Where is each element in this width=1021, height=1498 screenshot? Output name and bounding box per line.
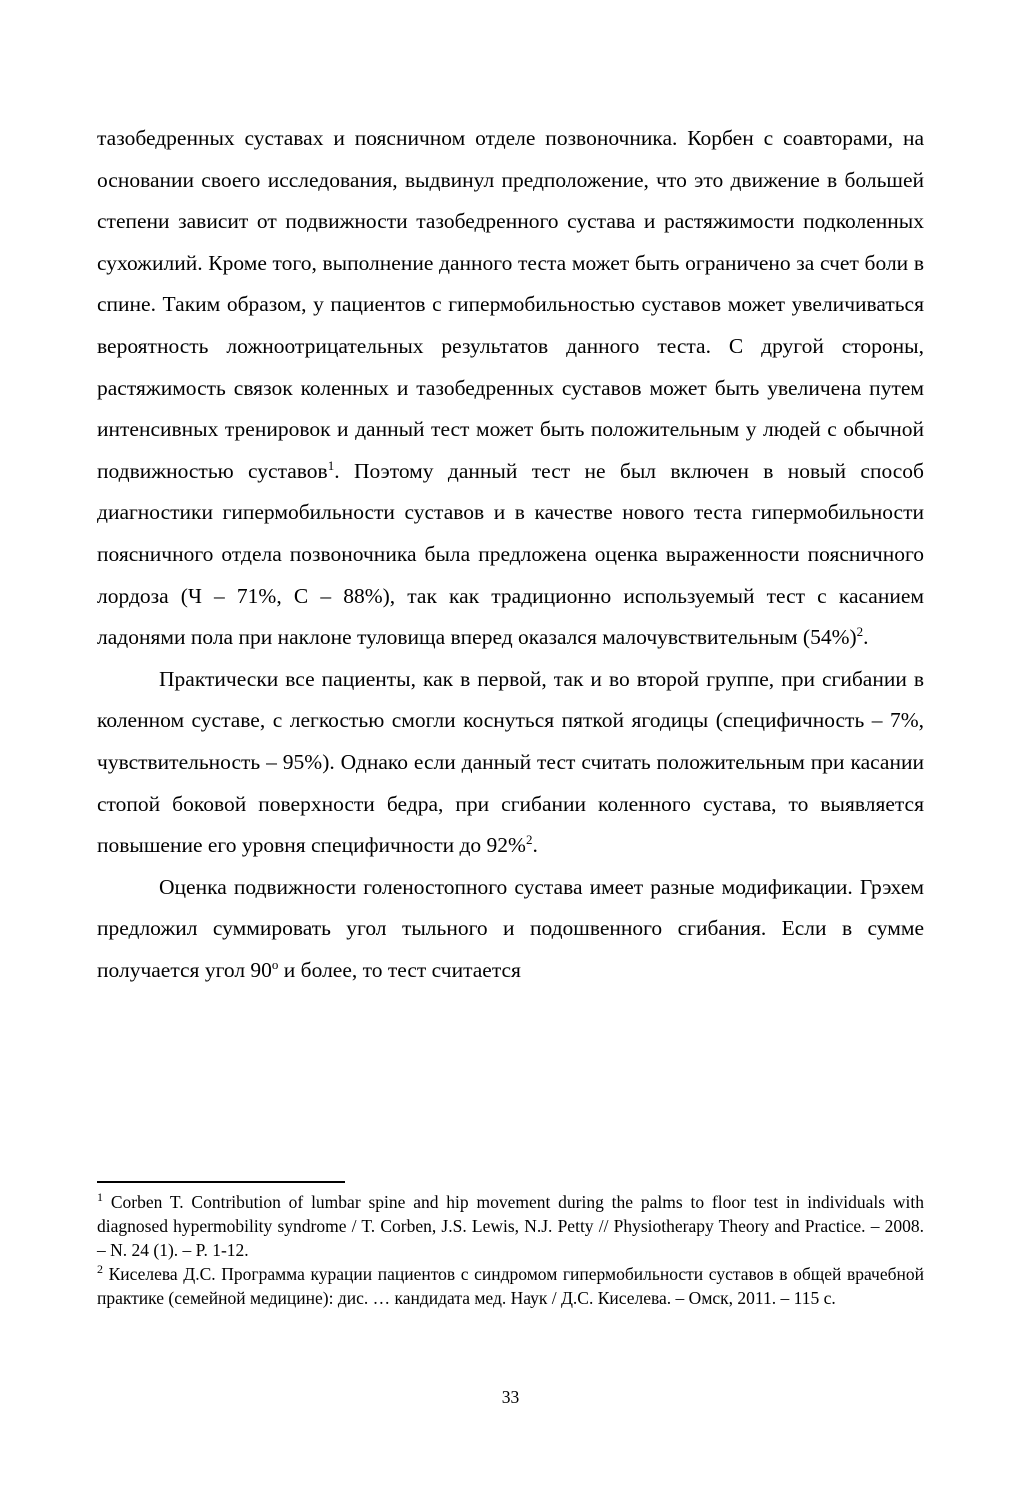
paragraph-2: [97, 659, 924, 867]
page-number: 33: [501, 1387, 520, 1407]
paragraph-text: .: [532, 833, 538, 858]
footnote-text: Киселева Д.С. Программа курации пациентов с синдромом гипермобильности суставов в общей врачебной практике (семейной медицине): дис. … кандидата мед. Наук / Д.С. Киселева. – Омск, 2011. – 115 с.: [97, 1264, 924, 1308]
footnote-2: [97, 1262, 924, 1310]
paragraph-text: . Поэтому данный тест не был включен в новый способ диагностики гипермобильности суставов и в качестве нового теста гипермобильности поясничного отдела позвоночника была предложена оценка выраженности поясничного лордоза (Ч – 71%, С – 88%), так как традиционно используемый тест с касанием ладонями пола при наклоне туловища вперед оказался малочувствительным (54%): [97, 458, 924, 650]
footnote-ref: 1: [327, 457, 335, 473]
footnote-text: Corben T. Contribution of lumbar spine and hip movement during the palms to floor test in individuals with diagnosed hypermobility syndrome / T. Corben, J.S. Lewis, N.J. Petty // Physiotherapy Theory and Practice. – 2008. – N. 24 (1). – P. 1-12.: [97, 1192, 924, 1260]
paragraph-3: [97, 867, 924, 992]
footnote-ref: 2: [856, 623, 864, 639]
footnote-number: 2: [97, 1262, 103, 1277]
paragraph-text: Практически все пациенты, как в первой, так и во второй группе, при сгибании в коленном суставе, с легкостью смогли коснуться пяткой ягодицы (специфичность – 7%, чувствительность – 95%). Однако если данный тест считать положительным при касании стопой боковой поверхности бедра, при сгибании коленного сустава, то выявляется повышение его уровня специфичности до 92%: [97, 666, 924, 858]
body-text: [97, 118, 924, 991]
paragraph-text: тазобедренных суставах и поясничном отделе позвоночника. Корбен с соавторами, на основании своего исследования, выдвинул предположение, что это движение в большей степени зависит от подвижности тазобедренного сустава и растяжимости подколенных сухожилий. Кроме того, выполнение данного теста может быть ограничено за счет боли в спине. Таким образом, у пациентов с гипермобильностью суставов может увеличиваться вероятность ложноотрицательных результатов данного теста. С другой стороны, растяжимость связок коленных и тазобедренных суставов может быть увеличена путем интенсивных тренировок и данный тест может быть положительным у людей с обычной подвижностью суставов: [97, 126, 924, 483]
paragraph-text: .: [863, 625, 869, 650]
footnote-ref: 2: [525, 831, 533, 847]
footnotes: [97, 1190, 924, 1310]
degree-mark: о: [271, 956, 279, 972]
footnote-1: [97, 1190, 924, 1262]
footnote-number: 1: [97, 1190, 103, 1205]
footnote-separator: [97, 1181, 345, 1183]
paragraph-text: Оценка подвижности голеностопного сустава имеет разные модификации. Грэхем предложил суммировать угол тыльного и подошвенного сгибания. Если в сумме получается угол 90: [97, 874, 924, 982]
paragraph-1: [97, 118, 924, 659]
paragraph-text: и более, то тест считается: [278, 957, 521, 982]
